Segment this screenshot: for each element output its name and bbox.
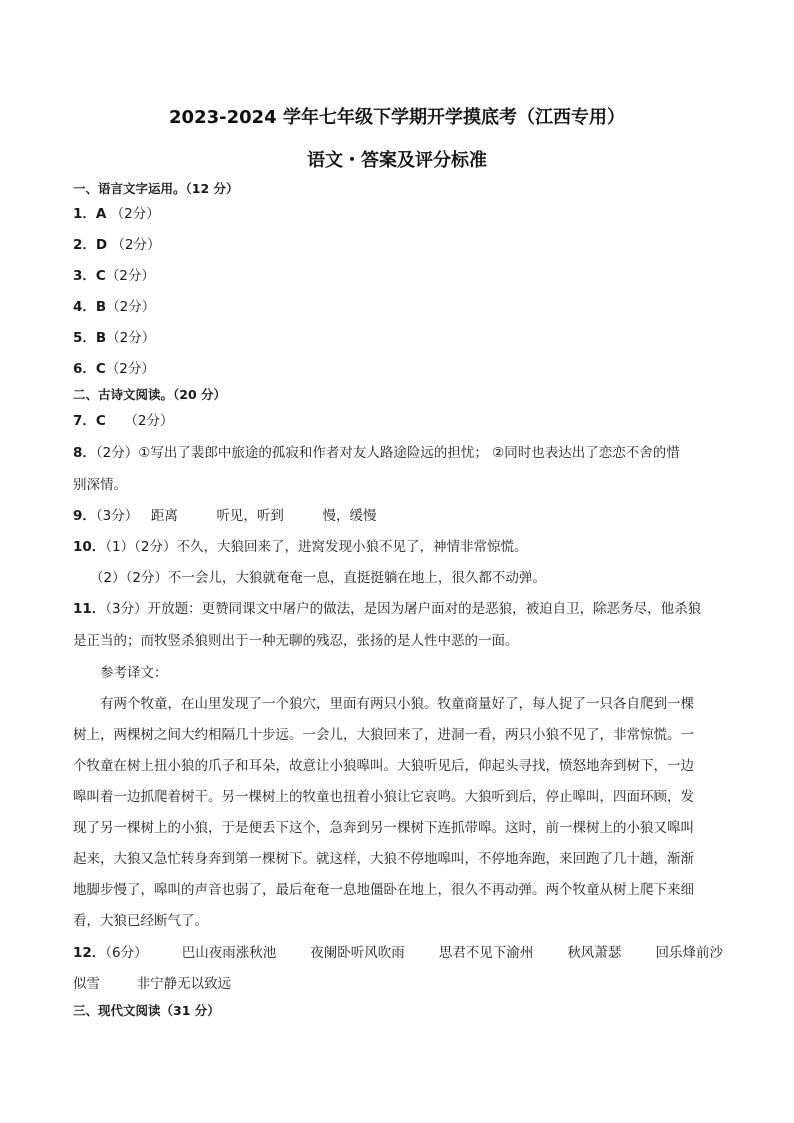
score: （2分）	[124, 413, 174, 429]
document-subtitle: 语文・答案及评分标准	[307, 150, 487, 171]
section-heading-1: 一、语言文字运用。（12 分）	[73, 181, 239, 196]
answer-8-line-1	[73, 444, 723, 462]
translation-line: 有两个牧童，在山里发现了一个狼穴，里面有两只小狼。牧童商量好了，每人捉了一只各自爬到一棵	[100, 696, 694, 712]
translation-line: 地脚步慢了，嗥叫的声音也弱了，最后奄奄一息地僵卧在地上，很久不再动弹。两个牧童从树上爬下来细	[73, 882, 694, 898]
answer-10-line-2: （2）（2分）不一会儿，大狼就奄奄一息，直挺挺躺在地上，很久都不动弹。	[90, 570, 546, 586]
translation-line: 看，大狼已经断气了。	[73, 913, 208, 929]
answer-1	[73, 205, 723, 223]
question-number: 5．B	[73, 330, 107, 346]
question-number: 12．	[73, 945, 106, 961]
poem-line: 秋风萧瑟	[567, 945, 622, 961]
poem-line: 回乐烽前沙	[655, 945, 723, 961]
answer-7	[73, 412, 723, 430]
answer-text: （1）（2分）不久，大狼回来了，进窝发现小狼不见了，神情非常惊慌。	[105, 539, 528, 555]
answer-10-line-1	[73, 538, 723, 556]
answer-text: （3分）开放题：更赞同课文中屠户的做法，是因为屠户面对的是恶狼，被迫自卫，除恶务尽，他杀狼	[105, 601, 702, 617]
poem-line: 似雪	[73, 976, 100, 992]
question-number: 2．D	[73, 237, 108, 253]
question-number: 7．C	[73, 413, 106, 429]
answer-12-line-1	[73, 944, 723, 962]
document-title: 2023-2024 学年七年级下学期开学摸底考（江西专用）	[169, 107, 625, 128]
translation-line: 嗥叫着一边抓爬着树干。另一棵树上的牧童也扭着小狼让它哀鸣。大狼听到后，停止嗥叫，四面环顾，发	[73, 789, 694, 805]
score: （2分）	[110, 206, 160, 222]
translation-line: 起来，大狼又急忙转身奔到第一棵树下。就这样，大狼不停地嗥叫，不停地奔跑，来回跑了几十趟，渐渐	[73, 851, 694, 867]
answer-11-line-1	[73, 600, 723, 618]
answer-9	[73, 507, 723, 525]
answer-term: 听见，听到	[216, 508, 284, 524]
answer-5	[73, 329, 723, 347]
answer-6	[73, 360, 723, 378]
score: （3分）	[95, 508, 139, 524]
question-number: 6．C	[73, 361, 106, 377]
answer-11-line-2: 是正当的；而牧竖杀狼则出于一种无聊的残忍，张扬的是人性中恶的一面。	[73, 633, 519, 649]
answer-text: （2分）①写出了裴郎中旅途的孤寂和作者对友人路途险远的担忧； ②同时也表达出了恋恋不舍的惜	[95, 445, 680, 461]
translation-line: 个牧童在树上扭小狼的爪子和耳朵，故意让小狼嗥叫。大狼听见后，仰起头寻找，愤怒地奔到树下，一边	[73, 758, 694, 774]
section-heading-3: 三、现代文阅读（31 分）	[73, 1003, 220, 1018]
translation-line: 树上，两棵树之间大约相隔几十步远。一会儿，大狼回来了，进洞一看，两只小狼不见了，非常惊慌。一	[73, 727, 694, 743]
question-number: 8．	[73, 445, 96, 461]
question-number: 11．	[73, 601, 106, 617]
answer-3	[73, 267, 723, 285]
answer-2	[73, 236, 723, 254]
question-number: 4．B	[73, 299, 107, 315]
score: （2分）	[105, 268, 155, 284]
translation-line: 现了另一棵树上的小狼，于是便丢下这个，急奔到另一棵树下连抓带嗥。这时，前一棵树上的小狼又嗥叫	[73, 820, 694, 836]
question-number: 3．C	[73, 268, 106, 284]
answer-term: 距离	[150, 508, 178, 524]
section-heading-2: 二、古诗文阅读。（20 分）	[73, 387, 226, 402]
poem-line: 夜阑卧听风吹雨	[310, 945, 405, 961]
question-number: 10．	[73, 539, 106, 555]
poem-line: 巴山夜雨涨秋池	[181, 945, 277, 961]
translation-label: 参考译文：	[100, 665, 168, 681]
answer-12-line-2	[73, 975, 723, 993]
score: （2分）	[106, 299, 156, 315]
score: （6分）	[105, 945, 148, 961]
answer-8-line-2: 别深情。	[73, 477, 127, 493]
answer-4	[73, 298, 723, 316]
answer-term: 慢，缓慢	[322, 508, 377, 524]
score: （2分）	[111, 237, 161, 253]
score: （2分）	[105, 361, 155, 377]
poem-line: 思君不见下渝州	[438, 945, 534, 961]
question-number: 9．	[73, 508, 96, 524]
poem-line: 非宁静无以致远	[136, 976, 232, 992]
question-number: 1．A	[73, 206, 107, 222]
score: （2分）	[106, 330, 156, 346]
